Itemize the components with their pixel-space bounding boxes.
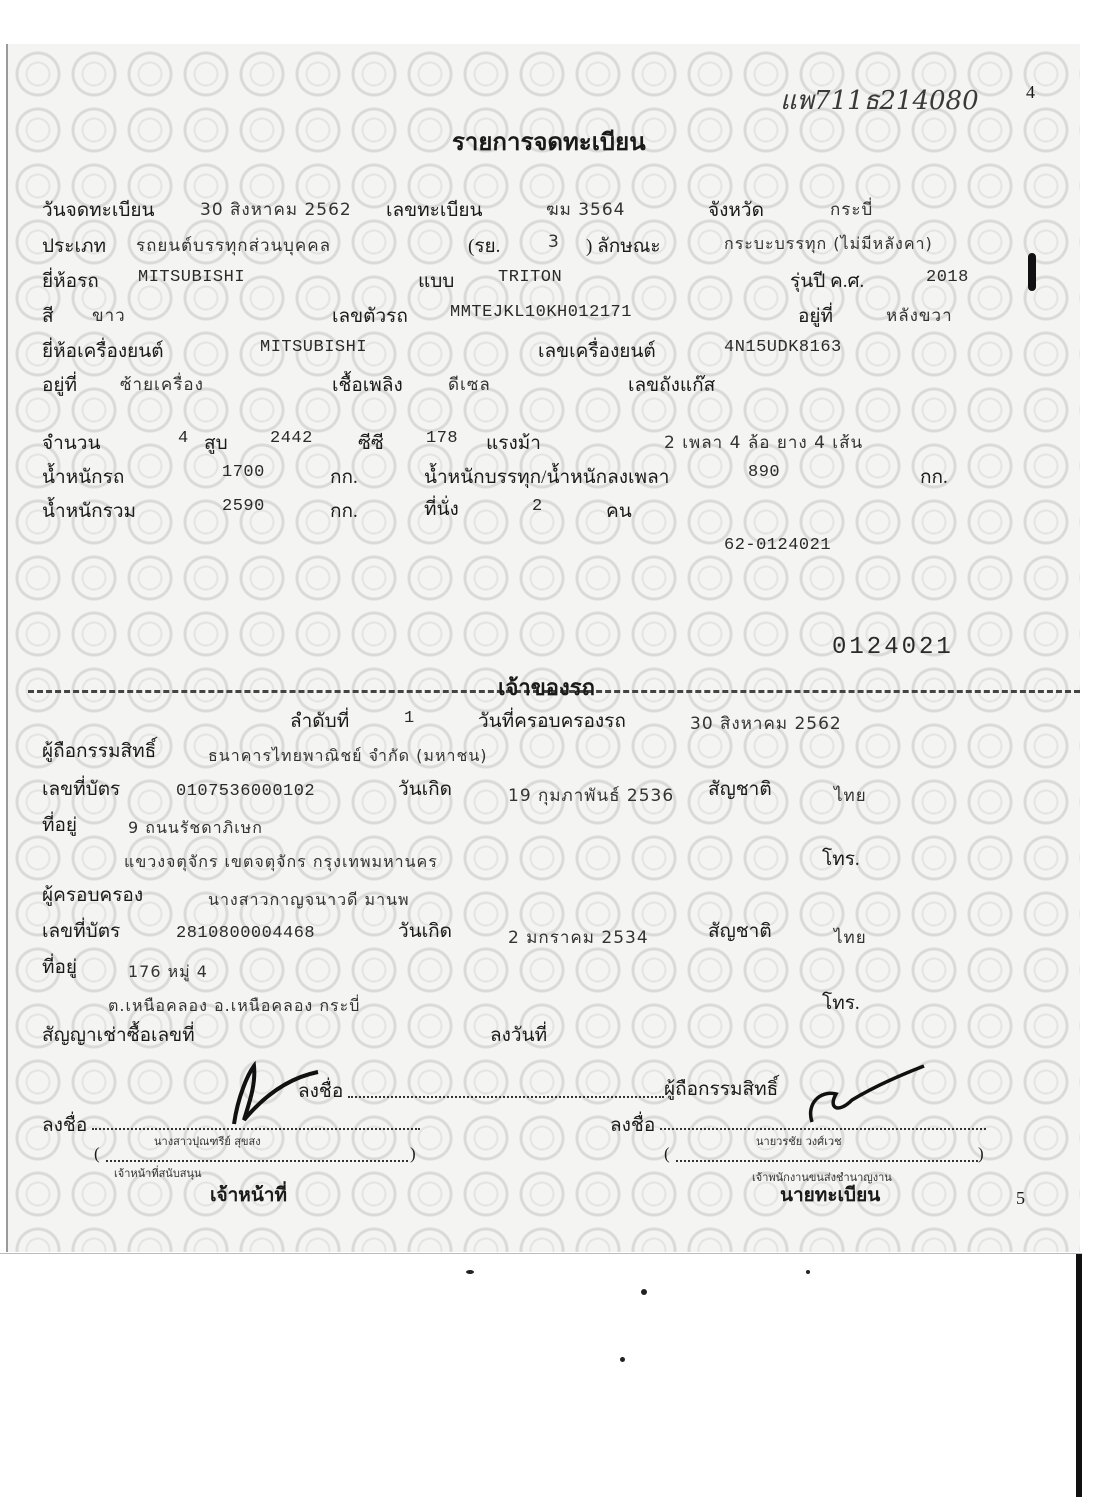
possessor-nationality-label: สัญชาติ (708, 921, 772, 942)
right-paren-open: ( (664, 1144, 670, 1163)
horsepower-label: แรงม้า (486, 433, 541, 454)
right-signature (798, 1058, 928, 1128)
right-sign-line (660, 1128, 986, 1130)
right-official-position: เจ้าพนักงานขนส่งชำนาญงาน (752, 1171, 892, 1184)
possessor-address-label: ที่อยู่ (42, 957, 78, 978)
date-label: วันจดทะเบียน (42, 200, 155, 221)
engine-number-label: เลขเครื่องยนต์ (538, 341, 656, 362)
code-open: (รย. (468, 236, 501, 257)
fuel-value: ดีเซล (448, 375, 491, 395)
holder-value: ธนาคารไทยพาณิชย์ จำกัด (มหาชน) (208, 746, 488, 765)
sequence-label: ลำดับที่ (290, 711, 350, 732)
ink-blot (1028, 253, 1036, 291)
left-paren-close: ) (410, 1144, 416, 1163)
possessor-value: นางสาวกาญจนาวดี มานพ (208, 890, 410, 909)
left-official-name: นางสาวปุณฑรีย์ สุขสง (154, 1135, 261, 1148)
registrar-role: นายทะเบียน (780, 1185, 881, 1206)
owner-title: เจ้าของรถ (498, 675, 595, 700)
registration-title: รายการจดทะเบียน (452, 130, 646, 156)
possessor-address-line2: ต.เหนือคลอง อ.เหนือคลอง กระบี่ (108, 996, 361, 1015)
code-close: ) ลักษณะ (586, 236, 661, 257)
sequence-value: 1 (404, 709, 415, 728)
total-weight-value: 2590 (222, 497, 265, 516)
cc-value: 2442 (270, 429, 313, 448)
page-number-bottom: 5 (1016, 1188, 1025, 1208)
seat-label: ที่นั่ง (424, 499, 459, 520)
engine-location-value: ซ้ายเครื่อง (120, 375, 204, 395)
weight-unit: กก. (330, 467, 358, 488)
registration-document (6, 44, 1080, 1252)
year-label: รุ่นปี ค.ศ. (790, 271, 865, 292)
left-official-position: เจ้าหน้าที่สนับสนุน (114, 1167, 202, 1180)
scan-speck (641, 1289, 647, 1295)
lease-date-label: ลงวันที่ (490, 1025, 548, 1046)
color-label: สี (42, 306, 54, 327)
year-value: 2018 (926, 268, 969, 287)
possession-date-value: 30 สิงหาคม 2562 (690, 714, 842, 734)
chassis-value: MMTEJKL10KH012171 (450, 303, 632, 322)
count-label: จำนวน (42, 433, 101, 454)
model-label: แบบ (418, 271, 455, 292)
scan-speck (806, 1270, 810, 1274)
load-unit: กก. (920, 467, 948, 488)
officer-role: เจ้าหน้าที่ (210, 1185, 288, 1206)
axle-value: 2 เพลา 4 ล้อ ยาง 4 เส้น (664, 433, 864, 453)
page-edge (0, 1253, 1082, 1254)
seat-unit: คน (606, 501, 632, 522)
total-weight-label: น้ำหนักรวม (42, 501, 137, 522)
scan-edge-bar (1076, 1254, 1082, 1497)
scan-speck (620, 1357, 625, 1362)
fuel-label: เชื้อเพลิง (332, 375, 403, 396)
chassis-label: เลขตัวรถ (332, 306, 408, 327)
chassis-location-label: อยู่ที่ (798, 306, 834, 327)
owner-dob-label: วันเกิด (398, 779, 452, 800)
owner-id-label: เลขที่บัตร (42, 779, 121, 800)
load-label: น้ำหนักบรรทุก/น้ำหนักลงเพลา (424, 467, 670, 488)
owner-nationality-value: ไทย (834, 786, 867, 806)
owner-tel-label: โทร. (822, 849, 860, 870)
page-number-top: 4 (1026, 82, 1035, 102)
possessor-dob-label: วันเกิด (398, 921, 452, 942)
holder-role: ผู้ถือกรรมสิทธิ์ (664, 1079, 779, 1100)
brand-label: ยี่ห้อรถ (42, 271, 99, 292)
engine-number-value: 4N15UDK8163 (724, 338, 842, 357)
color-value: ขาว (92, 306, 126, 326)
code-value: 3 (548, 232, 560, 252)
owner-address-line1: 9 ถนนรัชดาภิเษก (128, 818, 263, 837)
total-weight-unit: กก. (330, 501, 358, 522)
scan-speck (466, 1270, 474, 1274)
owner-address-line2: แขวงจตุจักร เขตจตุจักร กรุงเทพมหานคร (124, 852, 438, 871)
perforation-number: 0124021 (832, 634, 954, 661)
horsepower-value: 178 (426, 429, 459, 448)
brand-value: MITSUBISHI (138, 268, 246, 287)
type-value: รถยนต์บรรทุกส่วนบุคคล (136, 236, 332, 256)
possessor-id-label: เลขที่บัตร (42, 921, 121, 942)
holder-sign-label: ลงชื่อ (298, 1081, 344, 1102)
seat-value: 2 (532, 497, 543, 516)
right-sign-label: ลงชื่อ (610, 1115, 656, 1136)
date-value: 30 สิงหาคม 2562 (200, 200, 352, 220)
cc-label: ซีซี (358, 433, 384, 454)
engine-brand-label: ยี่ห้อเครื่องยนต์ (42, 341, 164, 362)
lease-label: สัญญาเช่าซื้อเลขที่ (42, 1025, 195, 1046)
chassis-location-value: หลังขวา (886, 306, 953, 326)
possessor-nationality-value: ไทย (834, 928, 867, 948)
owner-id-value: 0107536000102 (176, 782, 316, 801)
plate-label: เลขทะเบียน (386, 200, 483, 221)
left-position-line (106, 1160, 408, 1162)
weight-label: น้ำหนักรถ (42, 467, 125, 488)
possessor-address-line1: 176 หมู่ 4 (128, 962, 208, 981)
owner-dob-value: 19 กุมภาพันธ์ 2536 (508, 786, 675, 806)
gas-tank-label: เลขถังแก๊ส (628, 375, 716, 396)
right-paren-close: ) (978, 1144, 984, 1163)
plate-value: ฆม 3564 (546, 200, 626, 220)
load-value: 890 (748, 463, 781, 482)
engine-location-label: อยู่ที่ (42, 375, 78, 396)
model-value: TRITON (498, 268, 563, 287)
serial-number: 62-0124021 (724, 536, 832, 555)
owner-nationality-label: สัญชาติ (708, 779, 772, 800)
handwritten-reference: แพ711ธ214080 (780, 86, 979, 116)
possessor-label: ผู้ครอบครอง (42, 885, 144, 906)
cylinder-value: 4 (178, 429, 189, 448)
left-sign-line (92, 1128, 420, 1130)
holder-sign-line (348, 1096, 664, 1098)
possessor-dob-value: 2 มกราคม 2534 (508, 928, 649, 948)
possessor-tel-label: โทร. (822, 993, 860, 1014)
possession-date-label: วันที่ครอบครองรถ (478, 711, 626, 732)
cylinder-label: สูบ (204, 433, 228, 454)
possessor-id-value: 2810800004468 (176, 924, 316, 943)
left-sign-label: ลงชื่อ (42, 1115, 88, 1136)
left-paren-open: ( (94, 1144, 100, 1163)
weight-value: 1700 (222, 463, 265, 482)
type-label: ประเภท (42, 236, 107, 257)
owner-address-label: ที่อยู่ (42, 815, 78, 836)
province-label: จังหวัด (708, 200, 764, 221)
holder-label: ผู้ถือกรรมสิทธิ์ (42, 741, 157, 762)
right-position-line (676, 1160, 978, 1162)
style-value: กระบะบรรทุก (ไม่มีหลังคา) (724, 234, 933, 253)
province-value: กระบี่ (830, 200, 874, 220)
right-official-name: นายวรชัย วงศ์เวช (756, 1135, 842, 1148)
engine-brand-value: MITSUBISHI (260, 338, 368, 357)
